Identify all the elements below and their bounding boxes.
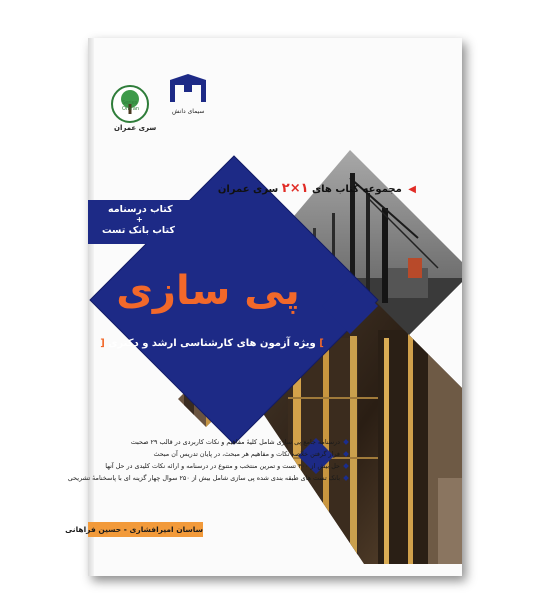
book-subtitle: ] ویژه آزمون های کارشناسی ارشد و دکتری [ [100,338,324,349]
series-suffix: سری عمران [217,184,279,195]
authors-band: ساسان امیرافشاری - حسین فراهانی [88,522,203,537]
feature-item: حل بیش از ۴۰۰ تست و تمرین منتخب و متنوع در درسنامه و ارائه نکات کلیدی در حل آنها [98,460,348,472]
book-type-2: کتاب بانک تست [102,225,175,236]
tree-logo-text-2: Omran [122,106,140,112]
feature-list [67,436,348,484]
feature-item: درسنامه جامع پی سازی شامل کلیهٔ مفاهیم و نکات کاربردی در قالب ۲۹ صحبت [98,436,348,448]
series-prefix: مجموعه کتاب های [312,184,402,195]
series-highlight: ۱×۲ [281,181,309,196]
arrow-left-icon: ◀ [408,184,416,195]
series-line [218,181,416,196]
publisher-name: سیمای دانش [172,108,205,115]
tree-logo-text-1: Series [122,100,138,106]
book-cover [65,38,462,576]
book-title: پی سازی [116,268,300,314]
subtitle-text: ویژه آزمون های کارشناسی ارشد و دکتری [108,338,316,349]
feature-item: فرار گرفتن خلاصه نکات و مفاهیم هر مبحث، در پایان تدریس آن مبحث [98,448,348,460]
book-type-1: کتاب درسنامه [108,204,173,215]
book-type-plus: + [136,215,143,224]
publisher-logo [167,74,209,132]
series-brand: سری عمران [114,124,157,132]
feature-item: بانک تست های طبقه بندی شده پی سازی شامل بیش از ۲۵۰ سوال چهار گزینه ای با پاسخنامهٔ تشریحی [98,472,348,484]
